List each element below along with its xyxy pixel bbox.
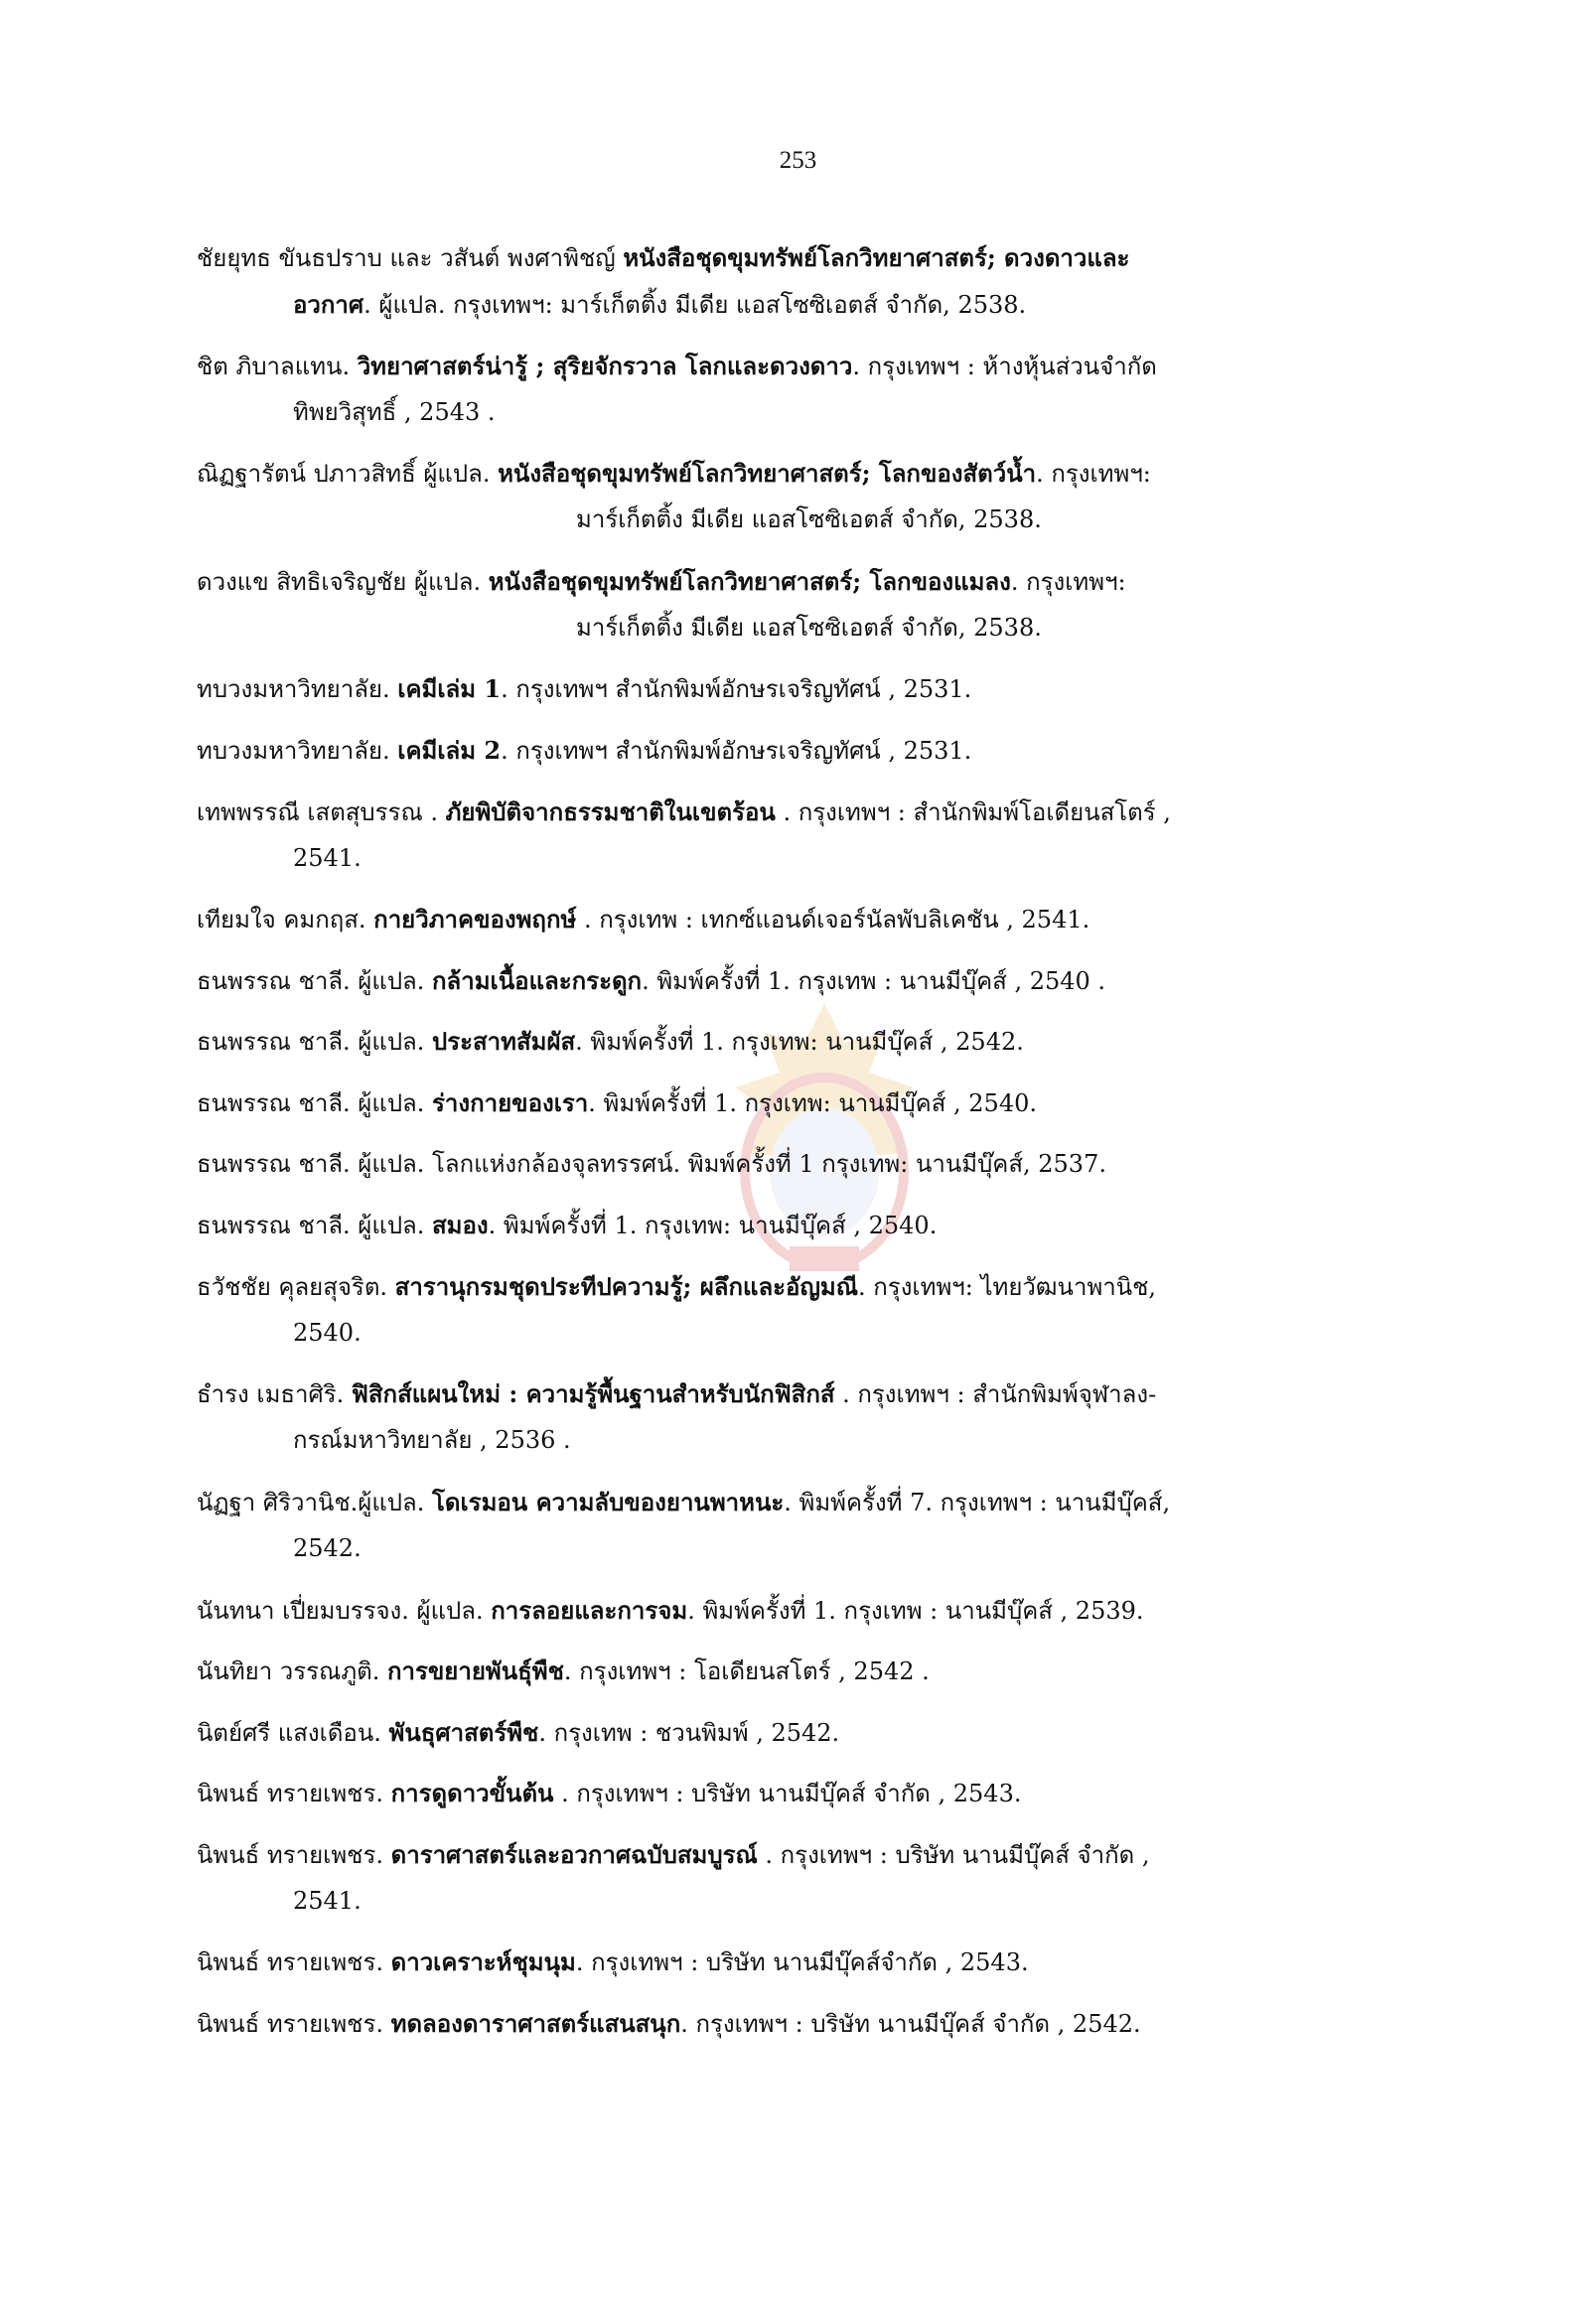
reference-text: . กรุงเทพฯ : บริษัท นานมีบุ๊คส์จำกัด , 2543.	[575, 1948, 1029, 1977]
reference-entry	[197, 1939, 1359, 1985]
reference-title: ทดลองดาราศาสตร์แสนสนุก	[390, 2009, 681, 2039]
reference-title: เคมีเล่ม 1	[397, 674, 502, 704]
reference-title: ดาวเคราะห์ชุมนุม	[390, 1947, 576, 1977]
reference-continuation-line	[197, 835, 1359, 882]
reference-entry	[197, 558, 1359, 651]
reference-title: วิทยาศาสตร์น่ารู้ ; สุริยจักรวาล โลกและดวงดาว	[357, 351, 853, 380]
reference-text: ธำรง เมธาศิริ.	[197, 1380, 352, 1409]
reference-text: ทบวงมหาวิทยาลัย.	[197, 736, 398, 765]
reference-title: ร่างกายของเรา	[432, 1087, 589, 1117]
reference-text: นันทนา เปี่ยมบรรจง. ผู้แปล.	[197, 1596, 492, 1625]
reference-text: นัฏฐา ศิริวานิช.ผู้แปล.	[197, 1488, 432, 1516]
reference-text: นิพนธ์ ทรายเพชร.	[197, 1948, 391, 1977]
reference-entry	[197, 1479, 1359, 1572]
reference-title: เคมีเล่ม 2	[397, 735, 502, 765]
reference-title: สมอง	[432, 1211, 489, 1240]
reference-line	[197, 896, 1359, 942]
reference-text: ธนพรรณ ชาลี. ผู้แปล.	[197, 1028, 433, 1057]
reference-text: ธวัชชัย คุลยสุจริต.	[197, 1272, 395, 1301]
reference-text: . พิมพ์ครั้งที่ 1. กรุงเทพ : นานมีบุ๊คส์ , 2540 .	[642, 966, 1106, 995]
reference-title: ประสาทสัมผัส	[432, 1027, 576, 1057]
reference-text: . พิมพ์ครั้งที่ 1. กรุงเทพ : นานมีบุ๊คส์ , 2539.	[687, 1596, 1144, 1625]
reference-entry	[197, 957, 1359, 1004]
reference-line	[197, 1202, 1359, 1248]
reference-entry	[197, 665, 1359, 712]
reference-line	[197, 343, 1359, 389]
reference-entry	[197, 896, 1359, 942]
reference-text: ธนพรรณ ชาลี. ผู้แปล.	[197, 1088, 433, 1117]
reference-text: . กรุงเทพฯ : บริษัท นานมีบุ๊คส์ จำกัด , 2542.	[680, 2010, 1141, 2039]
reference-title: อวกาศ	[293, 290, 364, 319]
reference-text: มาร์เก็ตติ้ง มีเดีย แอสโซซิเอตส์ จำกัด, 2538.	[576, 505, 1042, 534]
reference-title: กายวิภาคของพฤกษ์	[373, 905, 577, 935]
reference-title: ดาราศาสตร์และอวกาศฉบับสมบูรณ์	[390, 1839, 758, 1869]
reference-title: หนังสือชุดขุมทรัพย์โลกวิทยาศาสตร์; ดวงดาวและ	[623, 243, 1130, 272]
reference-text: 2541.	[293, 1886, 362, 1915]
reference-continuation-line	[197, 1417, 1359, 1464]
reference-text: . พิมพ์ครั้งที่ 1. กรุงเทพ: นานมีบุ๊คส์ , 2542.	[575, 1028, 1024, 1057]
reference-line	[197, 1263, 1359, 1310]
reference-line	[197, 1018, 1359, 1065]
reference-text: นิพนธ์ ทรายเพชร.	[197, 2010, 391, 2039]
reference-text: . กรุงเทพฯ สำนักพิมพ์อักษรเจริญทัศน์ , 2531.	[501, 736, 972, 765]
reference-text: ธนพรรณ ชาลี. ผู้แปล.	[197, 1212, 433, 1240]
reference-entry	[197, 234, 1359, 328]
reference-continuation-line	[197, 281, 1359, 328]
reference-text: . ผู้แปล. กรุงเทพฯ: มาร์เก็ตติ้ง มีเดีย แอสโซซิเอตส์ จำกัด, 2538.	[363, 291, 1027, 319]
reference-line	[197, 1141, 1359, 1188]
reference-text: . กรุงเทพฯ : บริษัท นานมีบุ๊คส์ จำกัด , 2543.	[553, 1780, 1022, 1808]
reference-text: นันทิยา วรรณภูติ.	[197, 1657, 387, 1686]
reference-text: . กรุงเทพฯ : โอเดียนสโตร์ , 2542 .	[563, 1657, 930, 1686]
reference-entry	[197, 1080, 1359, 1126]
reference-entry	[197, 450, 1359, 543]
reference-line	[197, 234, 1359, 281]
reference-title: สารานุกรมชุดประทีปความรู้; ผลึกและอัญมณี	[394, 1271, 859, 1301]
reference-entry	[197, 1587, 1359, 1634]
reference-text: . กรุงเทพฯ : สำนักพิมพ์โอเดียนสโตร์ ,	[775, 797, 1171, 826]
reference-line	[197, 727, 1359, 774]
reference-continuation-line	[197, 605, 1359, 651]
reference-text: 2540.	[293, 1318, 362, 1347]
reference-entry	[197, 343, 1359, 436]
reference-title: กล้ามเนื้อและกระดูก	[432, 965, 643, 995]
reference-entry	[197, 1370, 1359, 1464]
reference-line	[197, 1709, 1359, 1756]
reference-text: . กรุงเทพฯ : บริษัท นานมีบุ๊คส์ จำกัด ,	[757, 1840, 1150, 1869]
reference-text: . พิมพ์ครั้งที่ 1. กรุงเทพ: นานมีบุ๊คส์ , 2540.	[488, 1212, 938, 1240]
reference-entry	[197, 1018, 1359, 1065]
reference-entry	[197, 2000, 1359, 2047]
reference-title: หนังสือชุดขุมทรัพย์โลกวิทยาศาสตร์; โลกของแมลง	[488, 566, 1011, 596]
reference-text: . กรุงเทพ : เทกซ์แอนด์เจอร์นัลพับลิเคชัน , 2541.	[576, 906, 1090, 935]
reference-entry	[197, 1709, 1359, 1756]
reference-continuation-line	[197, 1310, 1359, 1357]
reference-text: ธนพรรณ ชาลี. ผู้แปล. โลกแห่งกล้องจุลทรรศน์. พิมพ์ครั้งที่ 1 กรุงเทพ: นานมีบุ๊คส์, 2537.	[197, 1149, 1106, 1178]
reference-line	[197, 450, 1359, 497]
reference-line	[197, 1370, 1359, 1417]
reference-text: ดวงแข สิทธิเจริญชัย ผู้แปล.	[197, 567, 489, 596]
reference-line	[197, 1648, 1359, 1694]
reference-line	[197, 1831, 1359, 1878]
reference-entry	[197, 1141, 1359, 1188]
reference-text: . กรุงเทพฯ : ห้างหุ้นส่วนจำกัด	[852, 352, 1157, 380]
reference-continuation-line	[197, 389, 1359, 436]
reference-entry	[197, 1648, 1359, 1694]
reference-list	[197, 234, 1359, 2062]
reference-title: หนังสือชุดขุมทรัพย์โลกวิทยาศาสตร์; โลกของสัตว์น้ำ	[498, 459, 1037, 489]
reference-text: . กรุงเทพ : ชวนพิมพ์ , 2542.	[538, 1718, 840, 1747]
reference-entry	[197, 1202, 1359, 1248]
page-number: 253	[779, 147, 817, 174]
reference-entry	[197, 1263, 1359, 1357]
reference-entry	[197, 727, 1359, 774]
reference-title: ภัยพิบัติจากธรรมชาติในเขตร้อน	[445, 796, 776, 826]
reference-line	[197, 558, 1359, 605]
reference-line	[197, 1080, 1359, 1126]
reference-text: ทิพยวิสุทธิ์ , 2543 .	[293, 397, 496, 426]
reference-text: ณิฏฐารัตน์ ปภาวสิทธิ์ ผู้แปล.	[197, 460, 499, 489]
reference-title: การดูดาวขั้นต้น	[390, 1779, 554, 1808]
reference-line	[197, 2000, 1359, 2047]
reference-entry	[197, 789, 1359, 882]
reference-text: กรณ์มหาวิทยาลัย , 2536 .	[293, 1426, 571, 1455]
reference-text: 2541.	[293, 843, 362, 872]
reference-text: ชัยยุทธ ขันธปราบ และ วสันต์ พงศาพิชญ์	[197, 244, 624, 272]
reference-title: พันธุศาสตร์พืช	[388, 1717, 539, 1747]
reference-title: โดเรมอน ความลับของยานพาหนะ	[432, 1487, 785, 1516]
reference-continuation-line	[197, 1525, 1359, 1572]
reference-continuation-line	[197, 497, 1359, 543]
reference-text: มาร์เก็ตติ้ง มีเดีย แอสโซซิเอตส์ จำกัด, 2538.	[576, 613, 1042, 642]
reference-title: ฟิสิกส์แผนใหม่ : ความรู้พื้นฐานสำหรับนักฟิสิกส์	[351, 1379, 835, 1409]
reference-text: . พิมพ์ครั้งที่ 1. กรุงเทพ: นานมีบุ๊คส์ , 2540.	[588, 1088, 1037, 1117]
reference-line	[197, 789, 1359, 835]
reference-entry	[197, 1770, 1359, 1816]
reference-text: นิพนธ์ ทรายเพชร.	[197, 1840, 391, 1869]
reference-text: เทียมใจ คมกฤส.	[197, 906, 374, 935]
reference-text: . กรุงเทพฯ:	[1036, 460, 1151, 489]
reference-text: . พิมพ์ครั้งที่ 7. กรุงเทพฯ : นานมีบุ๊คส์,	[784, 1488, 1171, 1516]
reference-continuation-line	[197, 1878, 1359, 1925]
reference-text: . กรุงเทพฯ: ไทยวัฒนาพานิช,	[858, 1272, 1157, 1301]
reference-text: ทบวงมหาวิทยาลัย.	[197, 675, 398, 704]
reference-text: นิพนธ์ ทรายเพชร.	[197, 1780, 391, 1808]
reference-text: ธนพรรณ ชาลี. ผู้แปล.	[197, 966, 433, 995]
reference-text: . กรุงเทพฯ : สำนักพิมพ์จุฬาลง-	[834, 1380, 1157, 1409]
reference-line	[197, 1939, 1359, 1985]
reference-line	[197, 1770, 1359, 1816]
reference-line	[197, 957, 1359, 1004]
reference-line	[197, 1479, 1359, 1525]
reference-line	[197, 1587, 1359, 1634]
reference-text: . กรุงเทพฯ สำนักพิมพ์อักษรเจริญทัศน์ , 2531.	[501, 675, 972, 704]
reference-text: ชิต ภิบาลแทน.	[197, 352, 358, 380]
reference-text: นิตย์ศรี แสงเดือน.	[197, 1718, 389, 1747]
reference-line	[197, 665, 1359, 712]
reference-text: 2542.	[293, 1533, 362, 1562]
reference-title: การขยายพันธุ์พืช	[387, 1656, 564, 1686]
reference-text: . กรุงเทพฯ:	[1010, 567, 1126, 596]
reference-entry	[197, 1831, 1359, 1925]
reference-text: เทพพรรณี เสตสุบรรณ .	[197, 797, 446, 826]
reference-title: การลอยและการจม	[491, 1595, 688, 1625]
